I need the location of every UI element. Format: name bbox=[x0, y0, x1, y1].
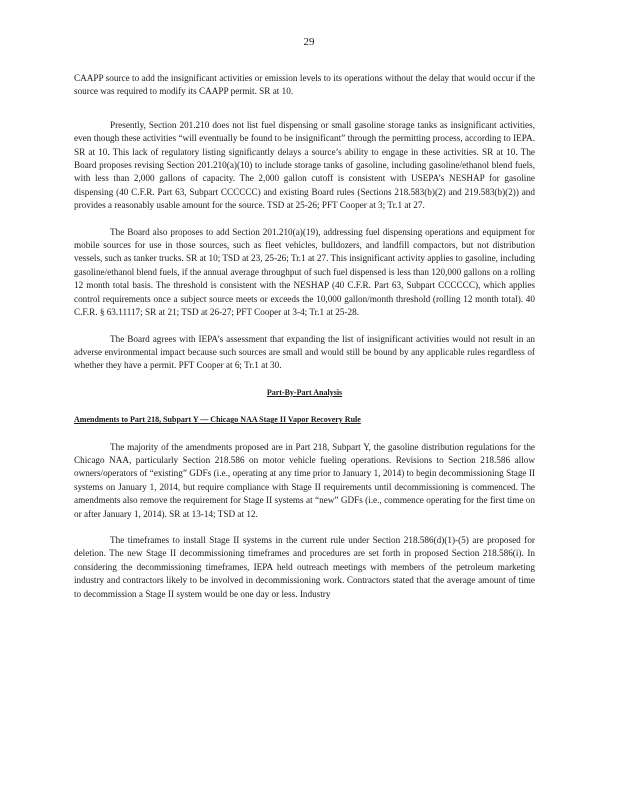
paragraph-4: The Board agrees with IEPA’s assessment that expanding the list of insignificant activities would not result in an adverse environmental impact because such sources are small and would still be bound by any applicable rules regardless of whether they have a permit. PFT Cooper at 6; Tr.1 at 30. bbox=[74, 333, 535, 371]
page-body bbox=[74, 72, 535, 614]
subsection-heading: Amendments to Part 218, Subpart Y — Chicago NAA Stage II Vapor Recovery Rule bbox=[74, 415, 361, 425]
paragraph-1: CAAPP source to add the insignificant activities or emission levels to its operations without the delay that would occur if the source was required to modify its CAAPP permit. SR at 10. bbox=[74, 73, 535, 97]
section-heading bbox=[74, 386, 535, 399]
section-heading-text: Part-By-Part Analysis bbox=[266, 387, 343, 397]
page-number: 29 bbox=[303, 36, 315, 48]
paragraph-5: The majority of the amendments proposed are in Part 218, Subpart Y, the gasoline distribution regulations for the Chicago NAA, particularly Section 218.586 on motor vehicle fueling operations. Revisions to Section 218.586 allow owners/operators of “existing” GDFs (i.e., operating at any time prior to January 1, 2014) to begin decommissioning Stage II systems on January 1, 2014, but require compliance with Stage II requirements until decommissioning is commenced. The amendments also remove the requirement for Stage II systems at “new” GDFs (i.e., commence operating for the first time on or after January 1, 2014). SR at 13-14; TSD at 12. bbox=[74, 441, 535, 519]
paragraph-2: Presently, Section 201.210 does not list fuel dispensing or small gasoline storage tanks as insignificant activities, even though these activities “will eventually be found to be insignificant” through the permitting process, according to IEPA. SR at 10. This lack of regulatory listing significantly delays a source’s ability to engage in these activities. SR at 10. The Board proposes revising Section 201.210(a)(10) to include storage tanks of gasoline, including gasoline/ethanol blend fuels, with less than 2,000 gallons of capacity. The 2,000 gallon cutoff is consistent with USEPA’s NESHAP for gasoline dispensing (40 C.F.R. Part 63, Subpart CCCCCC) and existing Board rules (Sections 218.583(b)(2) and 219.583(b)(2)) and provides a reasonably usable amount for the source. TSD at 25-26; PFT Cooper at 3; Tr.1 at 27. bbox=[74, 119, 535, 211]
paragraph-6: The timeframes to install Stage II systems in the current rule under Section 218.586(d)(1)-(5) are proposed for deletion. The new Stage II decommissioning timeframes and procedures are set forth in proposed Section 218.586(i). In considering the decommissioning timeframes, IEPA held outreach meetings with members of the petroleum marketing industry and contractors likely to be involved in decommissioning work. Contractors stated that the average amount of time to decommission a Stage II system would be one day or less. Industry bbox=[74, 534, 535, 599]
paragraph-3: The Board also proposes to add Section 201.210(a)(19), addressing fuel dispensing operations and equipment for mobile sources for use in those sources, such as fleet vehicles, bulldozers, and landfill compactors, but not distribution vessels, such as tanker trucks. SR at 10; TSD at 23, 25-26; Tr.1 at 27. This insignificant activity applies to gasoline, including gasoline/ethanol blend fuels, if the annual average throughput of such fuel dispensed is less than 120,000 gallons on a rolling 12 month total basis. The threshold is consistent with the NESHAP (40 C.F.R. Part 63, Subpart CCCCCC), which applies control requirements once a subject source meets or exceeds the 10,000 gallon/month threshold (rolling 12 month total). 40 C.F.R. § 63.11117; SR at 21; TSD at 26-27; PFT Cooper at 3-4; Tr.1 at 25-28. bbox=[74, 226, 535, 318]
